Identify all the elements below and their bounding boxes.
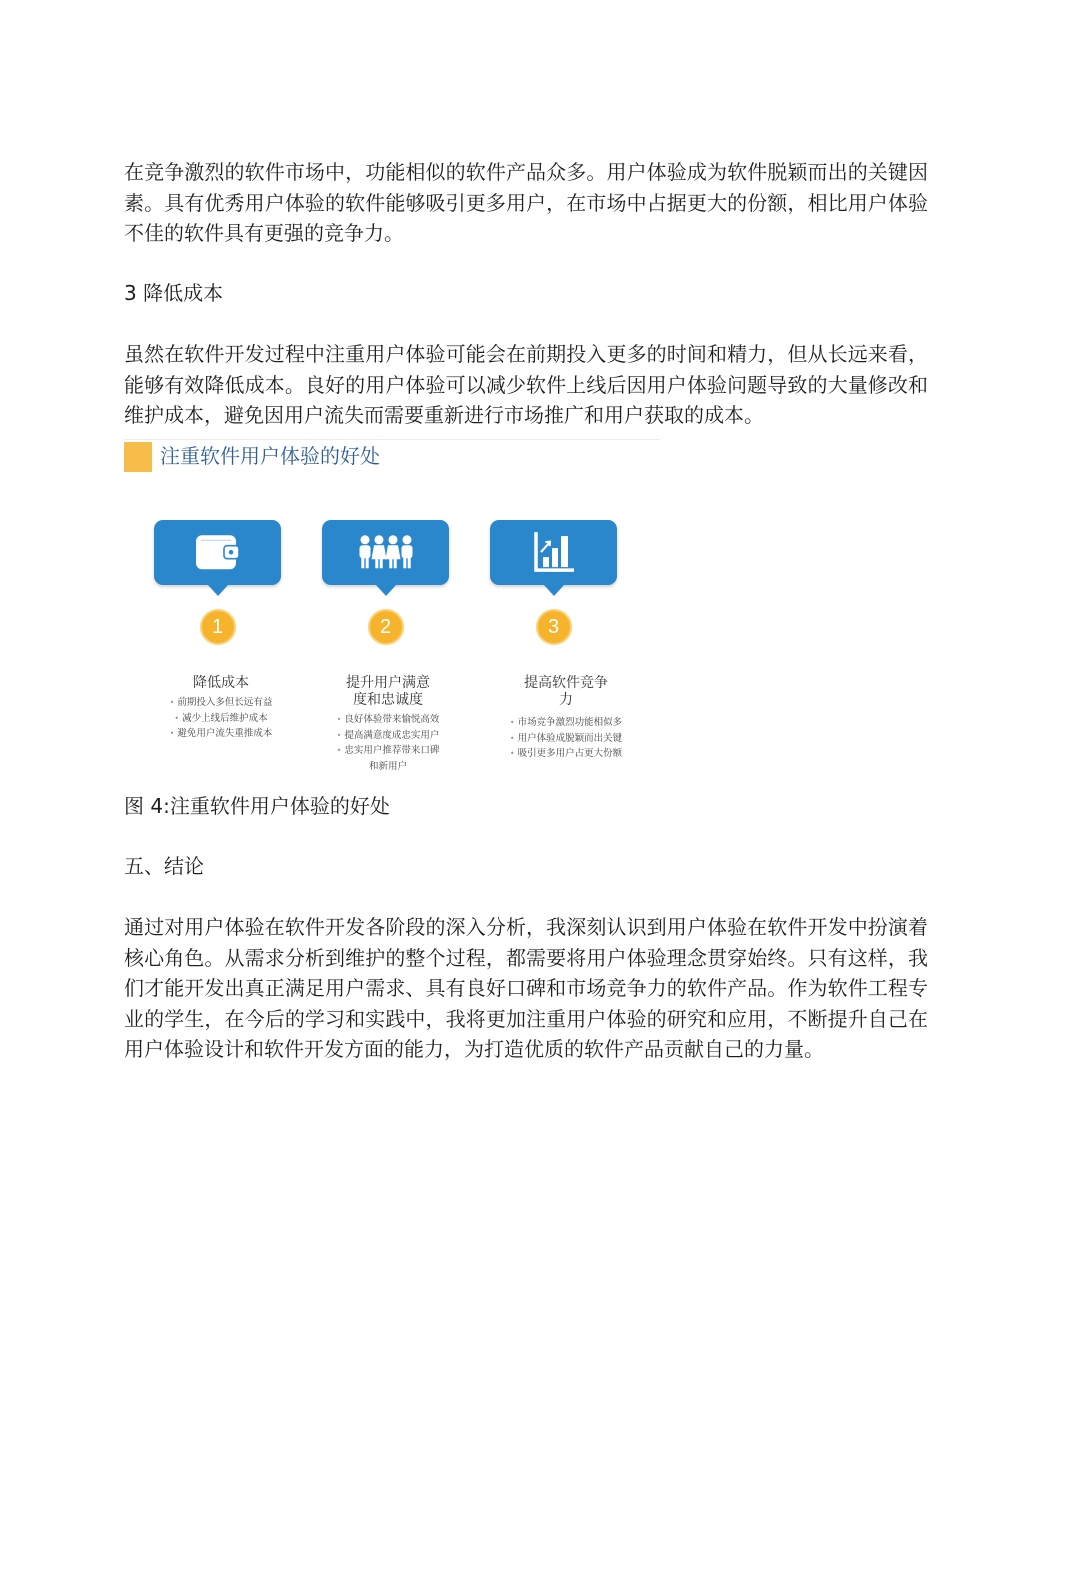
benefit-card xyxy=(154,520,281,585)
bullet-item: • 提高满意度成忠实用户 xyxy=(334,728,442,744)
number-badge: 3 xyxy=(536,609,572,645)
benefit-item-competitiveness xyxy=(490,438,623,783)
figure-caption: 图 4:注重软件用户体验的好处 xyxy=(124,794,390,818)
bullet-item: • 避免用户流失重推成本 xyxy=(161,726,281,742)
paragraph-conclusion: 通过对用户体验在软件开发各阶段的深入分析，我深刻认识到用户体验在软件开发中扮演着核心角色。从需求分析到维护的整个过程，都需要将用户体验理念贯穿始终。只有这样，我们才能开发出真正满足用户需求、具有良好口碑和市场竞争力的软件产品。作为软件工程专业的学生，在今后的学习和实践中，我将更加注重用户体验的研究和应用，不断提升自己在用户体验设计和软件开发方面的能力，为打造优质的软件产品贡献自己的力量。 xyxy=(124,915,928,1061)
benefit-text xyxy=(323,675,453,774)
bullet-item: • 减少上线后维护成本 xyxy=(161,711,281,727)
benefit-item-satisfaction xyxy=(322,438,449,783)
people-icon xyxy=(357,534,415,570)
benefit-text xyxy=(501,675,631,762)
figure-title: 注重软件用户体验的好处 xyxy=(160,444,380,468)
bullet-item: • 市场竞争激烈功能相似多 xyxy=(504,715,628,731)
benefit-label: 降低成本 xyxy=(193,675,249,691)
benefit-bullets xyxy=(161,695,281,742)
bullet-item: • 忠实用户推荐带来口碑和新用户 xyxy=(334,743,442,774)
benefit-item-reduce-cost xyxy=(154,438,281,783)
benefit-bullets xyxy=(334,712,442,774)
bullet-item: • 吸引更多用户占更大份额 xyxy=(504,746,628,762)
section-heading-conclusion: 五、结论 xyxy=(124,854,204,878)
paragraph-competition: 在竞争激烈的软件市场中，功能相似的软件产品众多。用户体验成为软件脱颖而出的关键因素。具有优秀用户体验的软件能够吸引更多用户，在市场中占据更大的份额，相比用户体验不佳的软件具有更强的竞争力。 xyxy=(124,160,928,245)
card-pointer xyxy=(207,584,229,596)
bullet-item: • 良好体验带来愉悦高效 xyxy=(334,712,442,728)
benefit-card xyxy=(322,520,449,585)
benefit-label: 提升用户满意度和忠诚度 xyxy=(346,675,430,708)
benefit-card xyxy=(490,520,617,585)
section-heading-reduce-cost: 3 降低成本 xyxy=(124,281,224,305)
card-pointer xyxy=(543,584,565,596)
wallet-icon xyxy=(194,532,242,572)
number-badge: 2 xyxy=(368,609,404,645)
figure-ux-benefits xyxy=(122,438,662,783)
benefit-label: 提高软件竞争力 xyxy=(524,675,608,708)
card-pointer xyxy=(375,584,397,596)
benefit-bullets xyxy=(504,715,628,762)
paragraph-reduce-cost: 虽然在软件开发过程中注重用户体验可能会在前期投入更多的时间和精力，但从长远来看，能够有效降低成本。良好的用户体验可以减少软件上线后因用户体验问题导致的大量修改和维护成本，避免因用户流失而需要重新进行市场推广和用户获取的成本。 xyxy=(124,342,928,427)
bullet-item: • 用户体验成脱颖而出关键 xyxy=(504,731,628,747)
benefit-text xyxy=(156,675,286,742)
bar-chart-icon xyxy=(531,529,577,575)
figure-title-accent xyxy=(124,442,152,472)
bullet-item: • 前期投入多但长远有益 xyxy=(161,695,281,711)
number-badge: 1 xyxy=(200,609,236,645)
